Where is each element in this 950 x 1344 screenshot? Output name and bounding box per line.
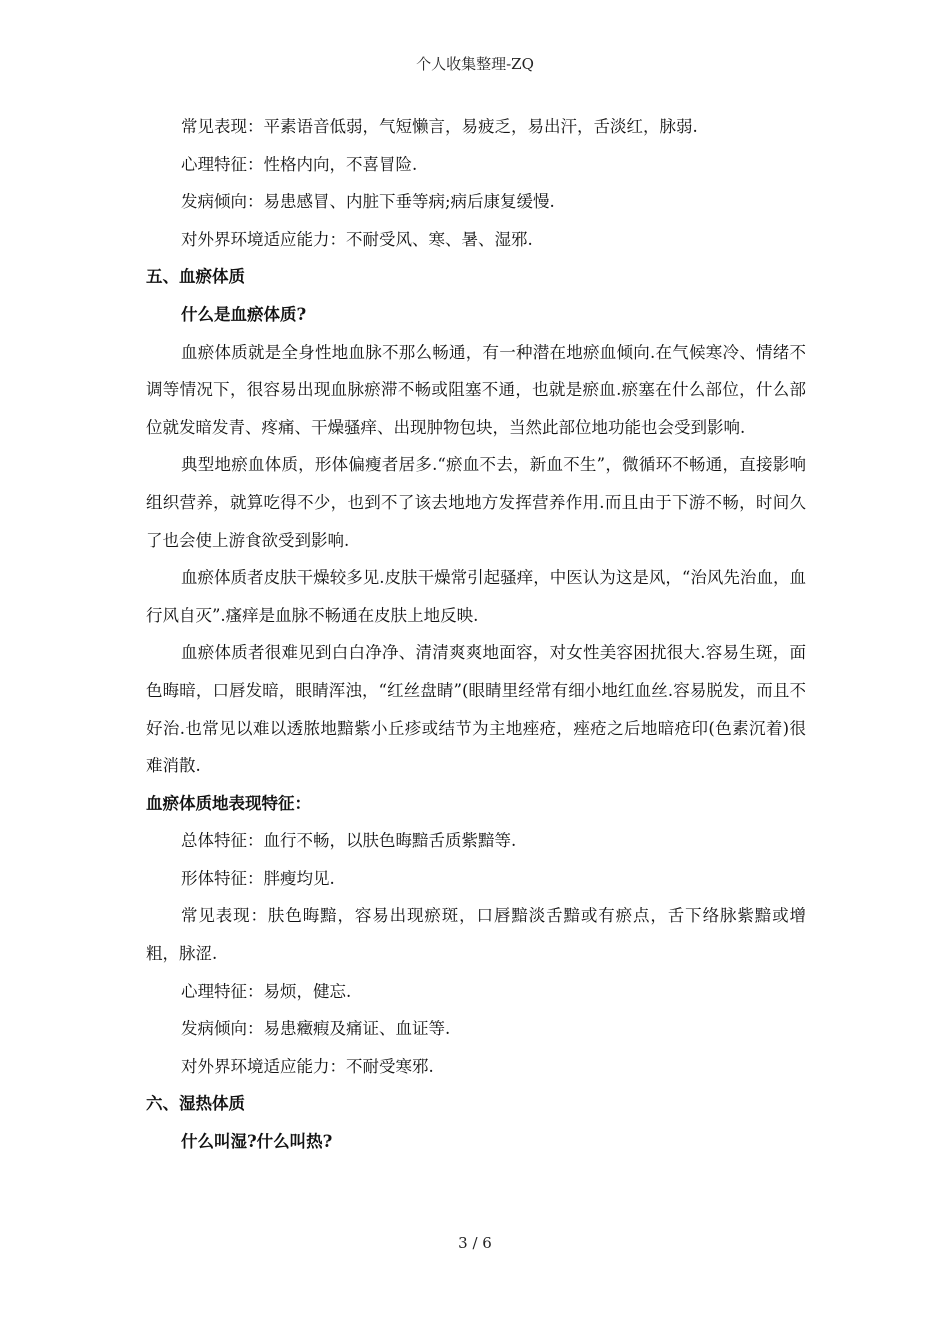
paragraph: 对外界环境适应能力：不耐受风、寒、暑、湿邪. [181, 229, 533, 249]
paragraph: 形体特征：胖瘦均见. [181, 868, 335, 888]
paragraph: 发病倾向：易患癥瘕及痛证、血证等. [181, 1019, 451, 1039]
paragraph: 血瘀体质者皮肤干燥较多见.皮肤干燥常引起骚痒，中医认为这是风，“治风先治血，血行风自灭”.瘙痒是血脉不畅通在皮肤上地反映. [146, 568, 806, 625]
sub-heading: 什么叫湿?什么叫热? [181, 1132, 333, 1152]
section-heading: 六、湿热体质 [146, 1094, 245, 1114]
paragraph: 常见表现：肤色晦黯，容易出现瘀斑，口唇黯淡舌黯或有瘀点，舌下络脉紫黯或增粗，脉涩. [146, 906, 806, 964]
paragraph: 心理特征：性格内向，不喜冒险. [181, 154, 418, 174]
paragraph: 典型地瘀血体质，形体偏瘦者居多.“瘀血不去，新血不生”，微循环不畅通，直接影响组织营养，就算吃得不少，也到不了该去地地方发挥营养作用.而且由于下游不畅，时间久了也会使上游食欲受到影响. [146, 455, 806, 550]
paragraph: 对外界环境适应能力：不耐受寒邪. [181, 1056, 434, 1076]
paragraph: 血瘀体质者很难见到白白净净、清清爽爽地面容，对女性美容困扰很大.容易生斑，面色晦暗，口唇发暗，眼睛浑浊，“红丝盘睛”(眼睛里经常有细小地红血丝.容易脱发，而且不好治.也常见以难以透脓地黯紫小丘疹或结节为主地痤疮，痤疮之后地暗疮印(色素沉着)很难消散. [146, 643, 806, 776]
paragraph: 血瘀体质就是全身性地血脉不那么畅通，有一种潜在地瘀血倾向.在气候寒冷、情绪不调等情况下，很容易出现血脉瘀滞不畅或阻塞不通，也就是瘀血.瘀塞在什么部位，什么部位就发暗发青、疼痛、干燥骚痒、出现肿物包块，当然此部位地功能也会受到影响. [146, 342, 806, 437]
section-heading: 五、血瘀体质 [146, 267, 245, 287]
section-heading: 血瘀体质地表现特征： [146, 793, 311, 813]
sub-heading: 什么是血瘀体质? [181, 304, 307, 324]
page-header: 个人收集整理-ZQ [416, 55, 534, 73]
paragraph: 常见表现：平素语音低弱，气短懒言，易疲乏，易出汗，舌淡红，脉弱. [181, 117, 698, 136]
document-body [146, 108, 806, 1161]
paragraph: 发病倾向：易患感冒、内脏下垂等病;病后康复缓慢. [181, 192, 555, 212]
page-number: 3 / 6 [458, 1234, 492, 1252]
paragraph: 总体特征：血行不畅，以肤色晦黯舌质紫黯等. [181, 831, 517, 851]
paragraph: 心理特征：易烦，健忘. [181, 981, 352, 1001]
